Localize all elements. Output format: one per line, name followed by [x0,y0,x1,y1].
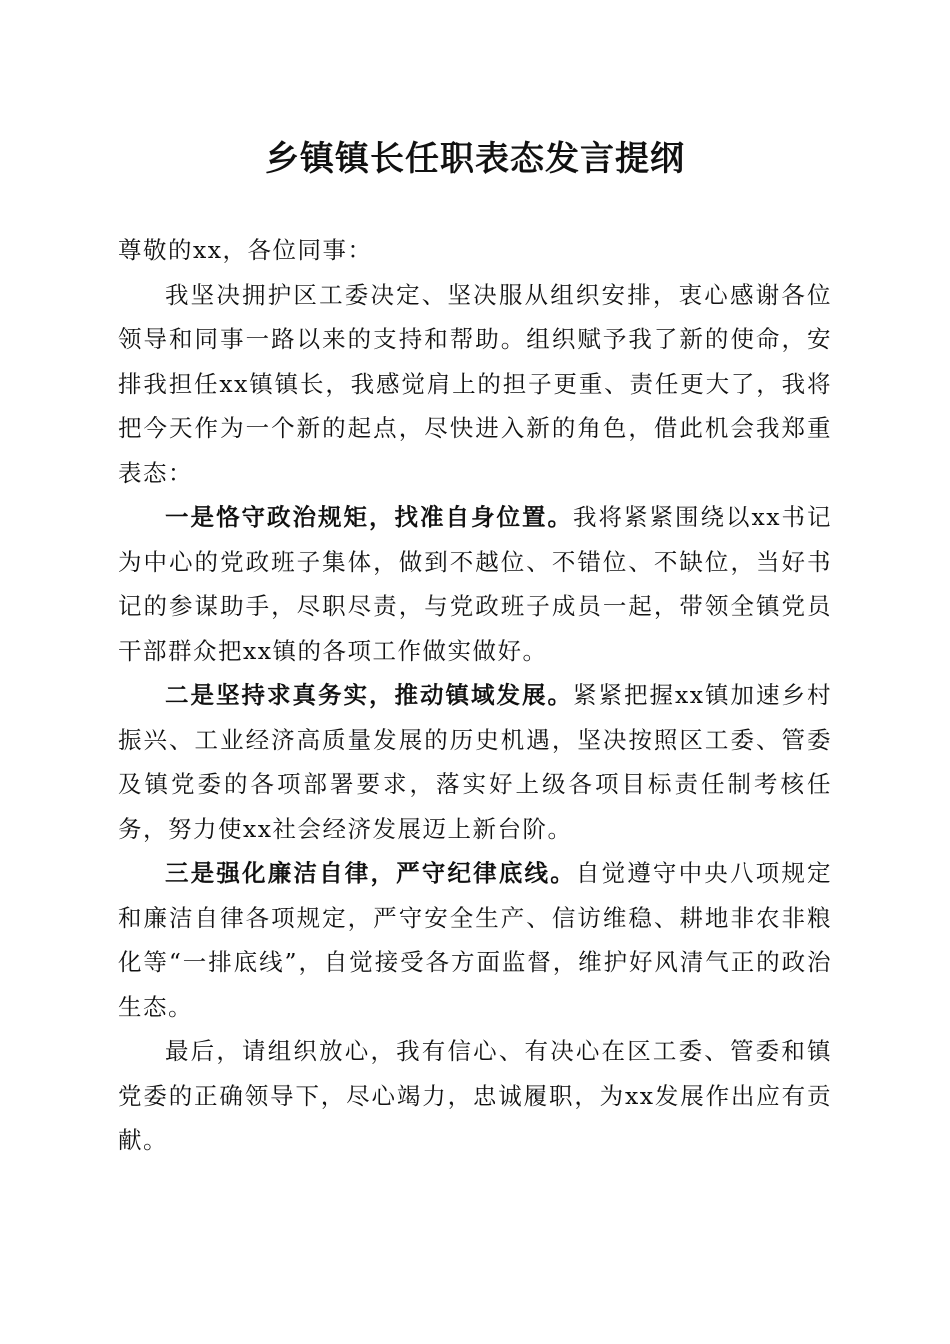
closing-paragraph: 最后，请组织放心，我有信心、有决心在区工委、管委和镇党委的正确领导下，尽心竭力，忠诚履职，为xx发展作出应有贡献。 [118,1037,832,1154]
document-title: 乡镇镇长任职表态发言提纲 [265,139,685,179]
point-3-lead: 三是强化廉洁自律，严守纪律底线。 [165,859,576,887]
point-1-text: 我将紧紧围绕以xx书记为中心的党政班子集体，做到不越位、不错位、不缺位，当好书记的参谋助手，尽职尽责，与党政班子成员一起，带领全镇党员干部群众把xx镇的各项工作做实做好。 [118,503,833,665]
point-2-paragraph [118,673,832,851]
document-body [118,228,832,1163]
point-1-paragraph [118,495,832,673]
salutation: 尊敬的xx，各位同事： [118,236,373,264]
point-3-text: 自觉遵守中央八项规定和廉洁自律各项规定，严守安全生产、信访维稳、耕地非农非粮化等“一排底线”，自觉接受各方面监督，维护好风清气正的政治生态。 [118,859,833,1021]
point-3-paragraph [118,851,832,1029]
point-2-text: 紧紧把握xx镇加速乡村振兴、工业经济高质量发展的历史机遇，坚决按照区工委、管委及镇党委的各项部署要求，落实好上级各项目标责任制考核任务，努力使xx社会经济发展迈上新台阶。 [118,681,833,843]
point-1-lead: 一是恪守政治规矩，找准自身位置。 [165,503,573,531]
point-2-lead: 二是坚持求真务实，推动镇域发展。 [165,681,573,709]
intro-paragraph: 我坚决拥护区工委决定、坚决服从组织安排，衷心感谢各位领导和同事一路以来的支持和帮助。组织赋予我了新的使命，安排我担任xx镇镇长，我感觉肩上的担子更重、责任更大了，我将把今天作为一个新的起点，尽快进入新的角色，借此机会我郑重表态： [118,280,832,487]
